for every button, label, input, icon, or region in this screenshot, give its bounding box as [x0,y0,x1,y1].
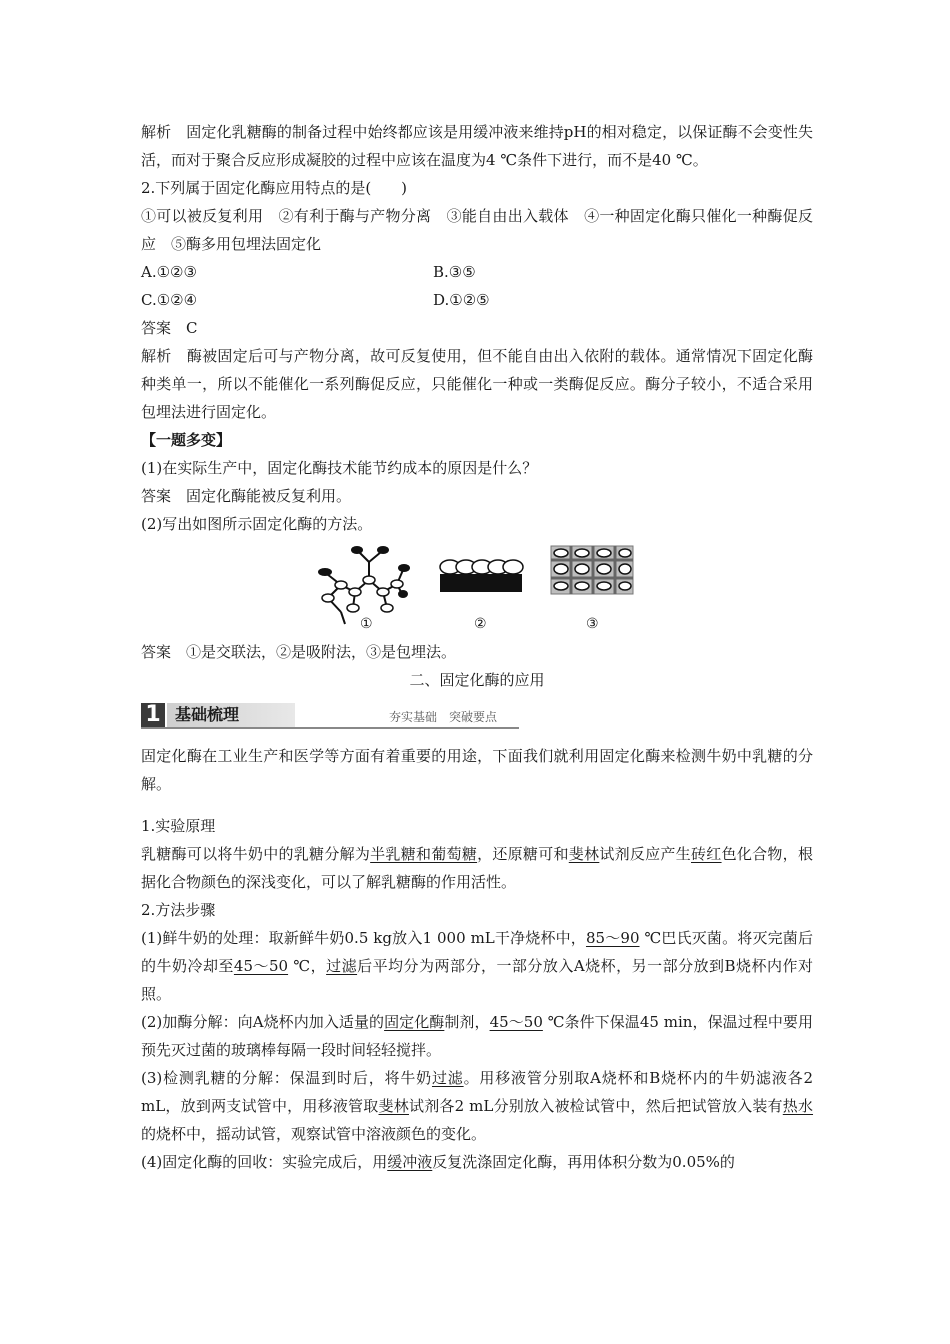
answer-2: 答案 C [141,319,198,337]
question-2-stem: 2.下列属于固定化酶应用特点的是( ) [141,179,408,197]
banner-number: 1 [141,703,165,727]
blank-5: 45～50 [233,957,289,975]
analysis-2: 解析 酶被固定后可与产物分离，故可反复使用，但不能自由出入依附的载体。通常情况下固定化酶种类单一，所以不能催化一系列酶促反应，只能催化一种或一类酶促反应。酶分子较小，不适合采用包埋法进行固定化。 [141,347,813,421]
principle-title: 1.实验原理 [141,817,216,835]
method-title: 2.方法步骤 [141,901,216,919]
blank-8: 45～50 [489,1013,543,1031]
blank-2: 斐林 [568,845,600,863]
figure-label-3: ③ [586,616,599,632]
banner-tag: 夯实基础 突破要点 [389,710,498,724]
section-banner [141,700,813,730]
page-content [141,118,818,1176]
blank-9: 过滤 [431,1069,464,1087]
section-title: 二、固定化酶的应用 [409,671,545,689]
crosslink-ends [318,546,410,598]
step-3: (3)检测乳糖的分解：保温到时后，将牛奶过滤。用移液管分别取A烧杯和B烧杯内的牛奶滤液各2 mL，放到两支试管中，用移液管取斐林试剂各2 mL分别放入被检试管中，然后把试管放入装有热水的烧杯中，摇动试管，观察试管中溶液颜色的变化。 [141,1069,818,1143]
figure-label-2: ② [474,616,487,632]
blank-4: 85～90 [585,929,640,947]
blank-7: 固定化酶 [384,1013,445,1031]
blank-1: 半乳糖和葡萄糖 [370,845,478,863]
option-c: C.①②④ [141,291,198,309]
crosslink-enzymes [322,576,403,612]
options-row-2 [141,286,813,314]
variant-2-answer: 答案 ①是交联法，②是吸附法，③是包埋法。 [141,643,457,661]
variant-1-question: (1)在实际生产中，固定化酶技术能节约成本的原因是什么？ [141,459,538,477]
adsorption-carrier [440,574,522,592]
step-2: (2)加酶分解：向A烧杯内加入适量的固定化酶制剂，45～50 ℃条件下保温45 min，保温过程中要用预先灭过菌的玻璃棒每隔一段时间轻轻搅拌。 [141,1013,813,1059]
step-1: (1)鲜牛奶的处理：取新鲜牛奶0.5 kg放入1 000 mL干净烧杯中，85～90 ℃巴氏灭菌。将灭完菌后的牛奶冷却至45～50 ℃，过滤后平均分为两部分，一部分放入A烧杯，另一部分放到B烧杯内作对照。 [141,929,813,1003]
option-d: D.①②⑤ [433,291,490,309]
variant-heading: 【一题多变】 [141,431,232,449]
blank-10: 斐林 [378,1097,409,1115]
analysis-1: 解析 固定化乳糖酶的制备过程中始终都应该是用缓冲液来维持pH的相对稳定，以保证酶不会变性失活，而对于聚合反应形成凝胶的过程中应该在温度为4 ℃条件下进行，而不是40 ℃。 [141,123,813,169]
variant-2-question: (2)写出如图所示固定化酶的方法。 [141,515,373,533]
banner-title: 基础梳理 [167,703,295,727]
immobilization-figure [141,540,813,638]
principle-paragraph: 乳糖酶可以将牛奶中的乳糖分解为半乳糖和葡萄糖，还原糖可和斐林试剂反应产生砖红色化合物，根据化合物颜色的深浅变化，可以了解乳糖酶的作用活性。 [141,845,813,891]
question-2-items: ①可以被反复利用 ②有利于酶与产物分离 ③能自由出入载体 ④一种固定化酶只催化一种酶促反应 ⑤酶多用包埋法固定化 [141,207,813,253]
figure-label-1: ① [360,616,373,632]
options-row-1 [141,258,813,286]
adsorption-enzymes [440,560,523,574]
option-b: B.③⑤ [433,263,476,281]
banner-rule [141,727,519,729]
variant-1-answer: 答案 固定化酶能被反复利用。 [141,487,352,505]
option-a: A.①②③ [141,263,197,281]
intro-paragraph: 固定化酶在工业生产和医学等方面有着重要的用途，下面我们就利用固定化酶来检测牛奶中乳糖的分解。 [141,747,813,793]
blank-11: 热水 [782,1097,814,1115]
blank-12: 缓冲液 [387,1153,433,1171]
step-4: (4)固定化酶的回收：实验完成后，用缓冲液反复洗涤固定化酶，再用体积分数为0.05%的 [141,1153,735,1171]
blank-6: 过滤 [326,957,358,975]
blank-3: 砖红 [691,845,722,863]
